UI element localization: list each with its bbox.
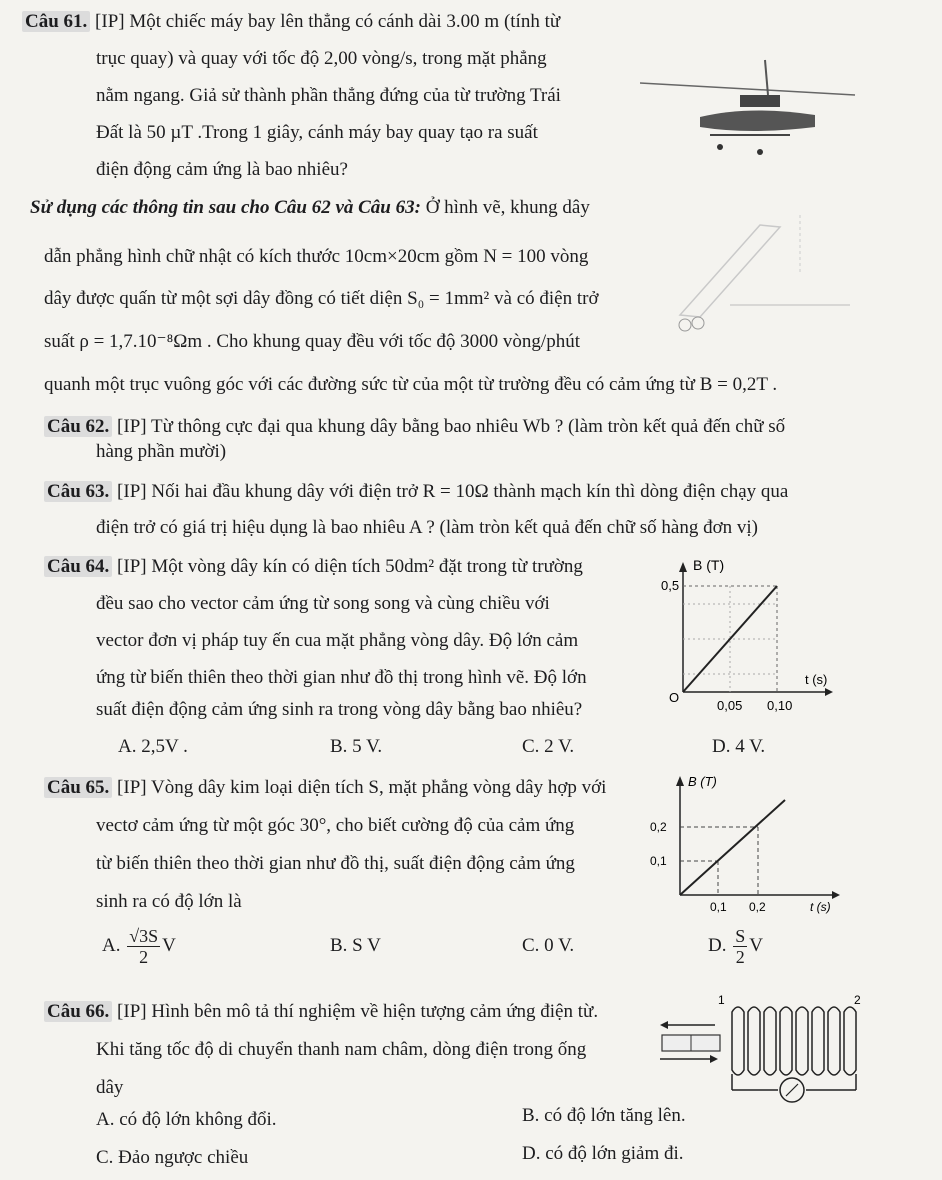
q65-graph-line: [680, 800, 785, 895]
q65-line3: từ biến thiên theo thời gian như đồ thị, suất điện động cảm ứng: [96, 853, 575, 874]
q62-line2: hàng phần mười): [96, 441, 227, 462]
coil-end-1: 1: [718, 993, 725, 1007]
rotating-frame-figure: [660, 205, 860, 345]
q65-option-a[interactable]: A. $\frac{√3S}{2}$ V: [102, 926, 176, 968]
q64-option-c[interactable]: C. 2 V.: [522, 736, 575, 757]
q66-tag: Câu 66.: [44, 1001, 112, 1022]
q65-xlabel: t (s): [810, 900, 831, 914]
q64-xlabel: t (s): [805, 672, 828, 687]
q61-line3: nằm ngang. Giả sử thành phần thẳng đứng của từ trường Trái: [96, 85, 561, 106]
q65-tag: Câu 65.: [44, 777, 112, 798]
q66-line3: dây: [96, 1077, 124, 1098]
q65-option-d[interactable]: D. $\frac{S}{2}$ V: [708, 926, 763, 968]
q61-line2: trục quay) và quay với tốc độ 2,00 vòng/s, trong mặt phẳng: [96, 48, 547, 69]
q65-ylabel: B (T): [688, 774, 717, 789]
q66-option-b[interactable]: B. có độ lớn tăng lên.: [522, 1105, 686, 1126]
q64-tag: Câu 64.: [44, 556, 112, 577]
intro-line4: suất ρ = 1,7.10⁻⁸Ωm . Cho khung quay đều với tốc độ 3000 vòng/phút: [44, 331, 580, 352]
q64-origin: O: [669, 690, 680, 705]
q61-line5: điện động cảm ứng là bao nhiêu?: [96, 159, 348, 180]
q64-option-b[interactable]: B. 5 V.: [330, 736, 383, 757]
q66-line2: Khi tăng tốc độ di chuyển thanh nam châm, dòng điện trong ống: [96, 1039, 587, 1060]
q65-line2: vectơ cảm ứng từ một góc 30°, cho biết cường độ của cảm ứng: [96, 815, 575, 836]
q63-line2: điện trở có giá trị hiệu dụng là bao nhiêu A ? (làm tròn kết quả đến chữ số hàng đơn vị): [96, 517, 758, 538]
q64-graph: [655, 552, 835, 720]
intro-line2: dẫn phẳng hình chữ nhật có kích thước 10cm×20cm gồm N = 100 vòng: [44, 246, 589, 267]
q61-line1: Câu 61. [IP] Một chiếc máy bay lên thẳng có cánh dài 3.00 m (tính từ: [22, 10, 560, 34]
q65-graph: [650, 770, 840, 918]
q66-line1: Câu 66. [IP] Hình bên mô tả thí nghiệm về hiện tượng cảm ứng điện từ.: [44, 1000, 598, 1024]
q65-y-tick-2: 0,1: [650, 854, 667, 868]
helicopter-figure: [640, 55, 860, 170]
q64-option-d[interactable]: D. 4 V.: [712, 736, 766, 757]
intro-line5: quanh một trục vuông góc với các đường sức từ của một từ trường đều có cảm ứng từ B = 0,2T .: [44, 374, 778, 395]
coil-end-2: 2: [854, 993, 861, 1007]
q63-line1: Câu 63. [IP] Nối hai đầu khung dây với điện trở R = 10Ω thành mạch kín thì dòng điện chạy qua: [44, 480, 788, 504]
q66-option-c[interactable]: C. Đảo ngược chiều: [96, 1147, 249, 1168]
q62-tag: Câu 62.: [44, 416, 112, 437]
q64-y-tick: 0,5: [661, 578, 680, 593]
q65-x-tick-2: 0,2: [749, 900, 766, 914]
intro-line3: dây được quấn từ một sợi dây đồng có tiết diện S₀ = 1mm² và có điện trở: [44, 288, 599, 309]
q64-line4: ứng từ biến thiên theo thời gian như đồ thị trong hình vẽ. Độ lớn: [96, 667, 587, 688]
q64-line3: vector đơn vị pháp tuy ến cua mặt phẳng vòng dây. Độ lớn cảm: [96, 630, 579, 651]
q64-line1: Câu 64. [IP] Một vòng dây kín có diện tích 50dm² đặt trong từ trường: [44, 555, 583, 579]
intro-line1: Sử dụng các thông tin sau cho Câu 62 và Câu 63: Ở hình vẽ, khung dây: [30, 197, 590, 218]
q64-option-a[interactable]: A. 2,5V .: [118, 736, 188, 757]
q64-x-tick-1: 0,05: [717, 698, 743, 713]
q66-option-d[interactable]: D. có độ lớn giảm đi.: [522, 1143, 684, 1164]
q64-line2: đều sao cho vector cảm ứng từ song song và cùng chiều với: [96, 593, 550, 614]
q65-line4: sinh ra có độ lớn là: [96, 891, 242, 912]
q62-line1: Câu 62. [IP] Từ thông cực đại qua khung dây bằng bao nhiêu Wb ? (làm tròn kết quả đến chữ số: [44, 415, 785, 439]
q65-line1: Câu 65. [IP] Vòng dây kim loại diện tích S, mặt phẳng vòng dây hợp với: [44, 776, 606, 800]
q65-y-tick-1: 0,2: [650, 820, 667, 834]
q64-line5: suất điện động cảm ứng sinh ra trong vòng dây bằng bao nhiêu?: [96, 699, 583, 720]
q66-option-a[interactable]: A. có độ lớn không đổi.: [96, 1109, 277, 1130]
q61-line4: Đất là 50 µT .Trong 1 giây, cánh máy bay quay tạo ra suất: [96, 122, 538, 143]
coil-experiment-figure: [660, 992, 865, 1107]
q65-option-b[interactable]: B. S V: [330, 935, 381, 956]
q64-x-tick-2: 0,10: [767, 698, 793, 713]
q63-tag: Câu 63.: [44, 481, 112, 502]
q61-tag: Câu 61.: [22, 11, 90, 32]
q65-x-tick-1: 0,1: [710, 900, 727, 914]
q64-ylabel: B (T): [693, 557, 725, 573]
q65-option-c[interactable]: C. 0 V.: [522, 935, 575, 956]
